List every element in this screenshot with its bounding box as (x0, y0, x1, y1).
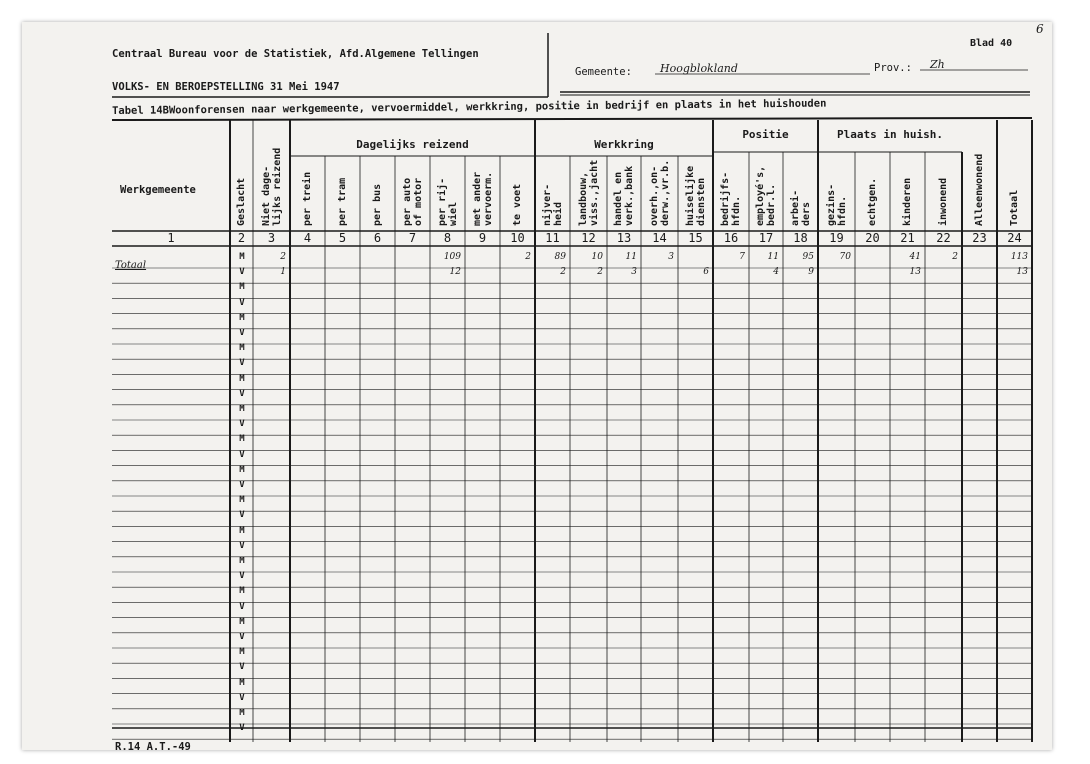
column-header-4: per trein (302, 171, 313, 226)
totaal-v-c15: 6 (703, 267, 709, 278)
sex-code: M (239, 282, 245, 293)
column-header-14: overh.,on- derw.,vr.b. (648, 159, 671, 226)
column-number-16: 16 (723, 231, 739, 245)
column-header-12: landbouw, viss.,jacht (577, 159, 600, 226)
blad-number: Blad 40 (970, 38, 1013, 49)
sex-code: V (239, 662, 245, 673)
column-header-23: Alleenwonend (974, 153, 985, 226)
column-header-7: per auto of motor (401, 177, 424, 226)
column-number-21: 21 (900, 231, 915, 245)
sex-code: V (239, 723, 245, 734)
sex-code: M (239, 586, 245, 597)
table-top-border (112, 118, 1032, 120)
sex-code: M (239, 495, 245, 506)
column-header-19: gezins- hfdn. (825, 183, 848, 226)
column-header-22: inwonend (938, 177, 949, 226)
prov-value: Zh (930, 58, 945, 71)
column-number-22: 22 (936, 231, 951, 245)
column-number-11: 11 (545, 231, 560, 245)
table-title: Tabel 14BWoonforensen naar werkgemeente, vervoermiddel, werkkring, positie in bedrijf en plaats in het huishouden (112, 97, 827, 117)
column-header-16: bedrijfs- hfdn. (720, 171, 742, 226)
totaal-v-c11: 2 (560, 267, 566, 278)
totaal-v-c8: 12 (449, 267, 461, 278)
sex-code: V (239, 540, 245, 551)
sex-code: V (239, 571, 245, 582)
column-header-10: te voet (512, 183, 523, 226)
totaal-m-c24: 113 (1010, 252, 1028, 262)
column-header-2: Geslacht (236, 177, 247, 226)
totaal-m-c18: 95 (802, 252, 814, 262)
totaal-v-c18: 9 (808, 267, 814, 278)
group-header-1: Werkkring (594, 138, 654, 151)
column-number-5: 5 (338, 231, 347, 245)
column-header-18: arbei- ders (789, 189, 812, 226)
form-code: R.14 A.T.-49 (115, 741, 191, 753)
sex-code: V (239, 328, 245, 338)
column-number-15: 15 (688, 231, 703, 245)
totaal-v-c21: 13 (909, 267, 921, 278)
column-number-13: 13 (616, 231, 632, 245)
group-header-2: Positie (742, 128, 789, 141)
totaal-m-c21: 41 (909, 252, 921, 262)
sex-code: V (239, 601, 245, 612)
header-census: VOLKS- EN BEROEPSTELLING 31 Mei 1947 (112, 81, 340, 93)
column-number-3: 3 (267, 231, 276, 245)
totaal-m-c17: 11 (767, 252, 779, 262)
sex-code: V (239, 480, 245, 490)
totaal-m-c11: 89 (554, 252, 566, 262)
totaal-m-c19: 70 (839, 252, 851, 262)
sex-code: M (239, 252, 245, 262)
header-werkgemeente: Werkgemeente (120, 184, 196, 196)
sex-code: V (239, 510, 245, 521)
column-header-20: echtgen. (867, 177, 878, 226)
sex-code: M (239, 404, 245, 414)
column-number-24: 24 (1007, 231, 1022, 245)
column-header-24: Totaal (1009, 189, 1020, 226)
column-number-19: 19 (829, 231, 844, 245)
column-header-11: nijver- heid (541, 183, 564, 226)
column-header-9: met ander vervoerm. (471, 171, 494, 226)
totaal-v-c17: 4 (773, 267, 779, 278)
column-header-17: employé's, bedr.l. (755, 165, 777, 226)
column-number-4: 4 (303, 231, 312, 245)
totaal-m-c10: 2 (525, 252, 531, 262)
column-header-5: per tram (337, 177, 348, 226)
sex-code: V (239, 419, 245, 430)
column-header-3: Niet dage- lijks reizend (260, 147, 283, 226)
sex-code: M (239, 677, 245, 688)
sex-code: V (239, 632, 245, 642)
sex-code: M (239, 556, 245, 566)
header-bureau: Centraal Bureau voor de Statistiek, Afd.Algemene Tellingen (112, 48, 479, 60)
sex-code: M (239, 616, 245, 627)
column-header-13: handel en verk.,bank (613, 165, 635, 226)
row-label-totaal: Totaal (115, 260, 147, 271)
column-header-21: kinderen (902, 177, 913, 226)
sex-code: M (239, 525, 245, 536)
sex-code: M (239, 373, 245, 384)
column-number-9: 9 (478, 231, 487, 245)
totaal-v-c12: 2 (597, 267, 603, 278)
sex-code: V (239, 358, 245, 369)
sex-code: M (239, 464, 245, 475)
sex-code: M (239, 647, 245, 658)
column-number-17: 17 (758, 231, 774, 245)
column-number-20: 20 (865, 231, 880, 245)
column-number-6: 6 (373, 231, 382, 245)
column-number-10: 10 (510, 231, 525, 245)
group-header-0: Dagelijks reizend (356, 138, 469, 151)
column-number-14: 14 (652, 231, 667, 245)
totaal-m-c14: 3 (668, 252, 674, 262)
column-number-12: 12 (581, 231, 596, 245)
totaal-v-c3: 1 (280, 267, 286, 278)
totaal-v-c24: 13 (1016, 267, 1028, 278)
column-header-6: per bus (372, 183, 383, 226)
totaal-m-c13: 11 (625, 252, 637, 262)
totaal-m-c16: 7 (739, 252, 745, 262)
sex-code: V (239, 267, 245, 278)
gemeente-value: Hoogblokland (660, 62, 738, 75)
column-number-18: 18 (793, 231, 808, 245)
sex-code: V (239, 449, 245, 460)
column-number-8: 8 (443, 231, 452, 245)
column-number-2: 2 (237, 231, 246, 245)
sex-code: M (239, 434, 245, 445)
prov-label: Prov.: (874, 62, 912, 74)
column-number-7: 7 (408, 231, 417, 245)
group-header-3: Plaats in huish. (837, 128, 943, 141)
column-number-1: 1 (167, 231, 175, 245)
totaal-m-c8: 109 (443, 252, 461, 262)
totaal-m-c22: 2 (952, 252, 958, 262)
gemeente-label: Gemeente: (575, 66, 632, 78)
sex-code: V (239, 297, 245, 308)
column-header-15: huiselijke diensten (684, 165, 707, 226)
sex-code: V (239, 692, 245, 703)
totaal-m-c12: 10 (591, 252, 603, 262)
totaal-m-c3: 2 (280, 252, 286, 262)
sex-code: M (239, 708, 245, 718)
page-number: 6 (1036, 22, 1044, 36)
sex-code: M (239, 343, 245, 354)
sex-code: V (239, 388, 245, 399)
sex-code: M (239, 312, 245, 323)
totaal-v-c13: 3 (631, 267, 637, 278)
column-number-23: 23 (972, 231, 987, 245)
column-header-8: per rij- wiel (436, 177, 459, 226)
